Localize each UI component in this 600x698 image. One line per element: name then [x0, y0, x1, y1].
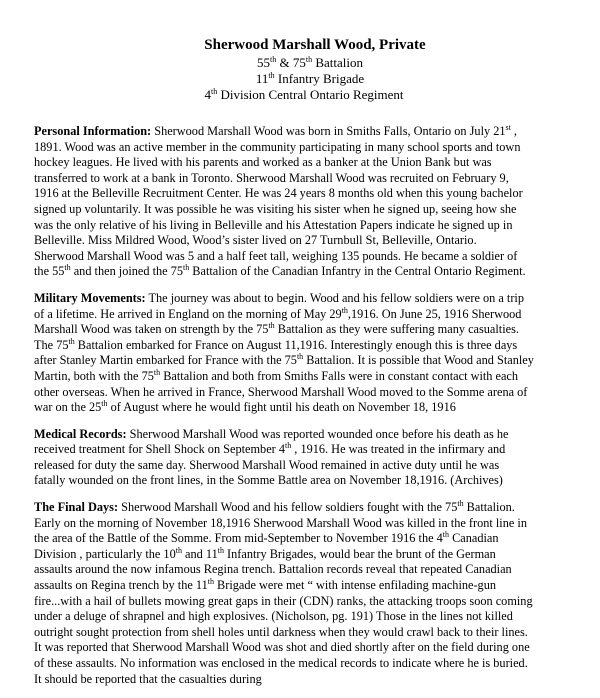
document-body	[34, 124, 592, 698]
section-label: Medical Records:	[34, 426, 127, 441]
subtitle-battalion: 55th & 75th Battalion	[256, 55, 363, 70]
section-label: The Final Days:	[34, 500, 119, 515]
section-medical-records: Medical Records: Sherwood Marshall Wood was reported wounded once before his death as he received treatment for Shell Shock on September 4th , 1916. He was treated in the infirmary and released for duty the same day. Sherwood Marshall Wood remained in active duty until he was fatally wounded on the front lines, in the Somme Battle area on November 18,1916. (Archives)	[34, 426, 509, 488]
section-label: Military Movements:	[34, 290, 146, 305]
section-final-days: The Final Days: Sherwood Marshall Wood and his fellow soldiers fought with the 75th Battalion. Early on the morning of November 18,1916 Sherwood Marshall Wood was killed in the front line in the area of the Battle of the Somme. From mid-September to November 1916 the 4th Canadian Division , particularly the 10th and 11th Infantry Brigades, would bear the brunt of the German assaults around the now infamous Regina trench. Battalion records reveal that repeated Canadian assaults on Regina trench by the 11th Brigade were met “ with intense enfilading machine-gun fire...with a hail of bullets mowing great gaps in their (CDN) ranks, the attacking troops soon coming under a deluge of shrapnel and high explosives. (Nicholson, pg. 191) Those in the lines not killed outright sought protection from shell holes until darkness when they would crawl back to their lines. It was reported that Sherwood Marshall Wood was shot and died shortly after on the field during one of these assaults. No information was enclosed in the medical records to indicate where he is buried. It should be reported that the casualties during	[34, 499, 533, 686]
subtitle-division: 4th Division Central Ontario Regiment	[204, 87, 404, 102]
section-label: Personal Information:	[34, 124, 152, 138]
subtitle-brigade: 11th Infantry Brigade	[255, 71, 365, 86]
document-title: Sherwood Marshall Wood, Private	[204, 37, 426, 53]
section-military-movements: Military Movements: The journey was about to begin. Wood and his fellow soldiers were on a trip of a lifetime. He arrived in England on the morning of May 29th,1916. On June 25, 1916 Sherwood Marshall Wood was taken on strength by the 75th Battalion as they were suffering many casualties. The 75th Battalion embarked for France on August 11,1916. Interestingly enough this is three days after Stanley Martin embarked for France with the 75th Battalion. It is possible that Wood and Stanley Martin, both with the 75th Battalion and both from Smiths Falls were in constant contact with each other overseas. When he arrived in France, Sherwood Marshall Wood moved to the Somme arena of war on the 25th of August where he would fight until his death on November 18, 1916	[34, 290, 534, 415]
section-personal-information: Personal Information: Sherwood Marshall Wood was born in Smiths Falls, Ontario on July 21st , 1891. Wood was an active member in the community participating in many school sports and town hockey leagues. He lived with his parents and worked as a banker at the Union Bank but was transferred to work at a bank in Toronto. Sherwood Marshall Wood was recruited on February 9, 1916 at the Belleville Recruitment Center. He was 24 years 8 months old when this young bachelor signed up voluntarily. It was possible he was visiting his sister when he signed up, seeing how she was the only relative of his living in Belleville and his Attestation Papers indicate he signed up in Belleville. Miss Mildred Wood, Wood’s sister lived on 27 Turnbull St, Belleville, Ontario. Sherwood Marshall Wood was 5 and a half feet tall, weighing 135 pounds. He became a soldier of the 55th and then joined the 75th Battalion of the Canadian Infantry in the Central Ontario Regiment.	[34, 123, 526, 279]
